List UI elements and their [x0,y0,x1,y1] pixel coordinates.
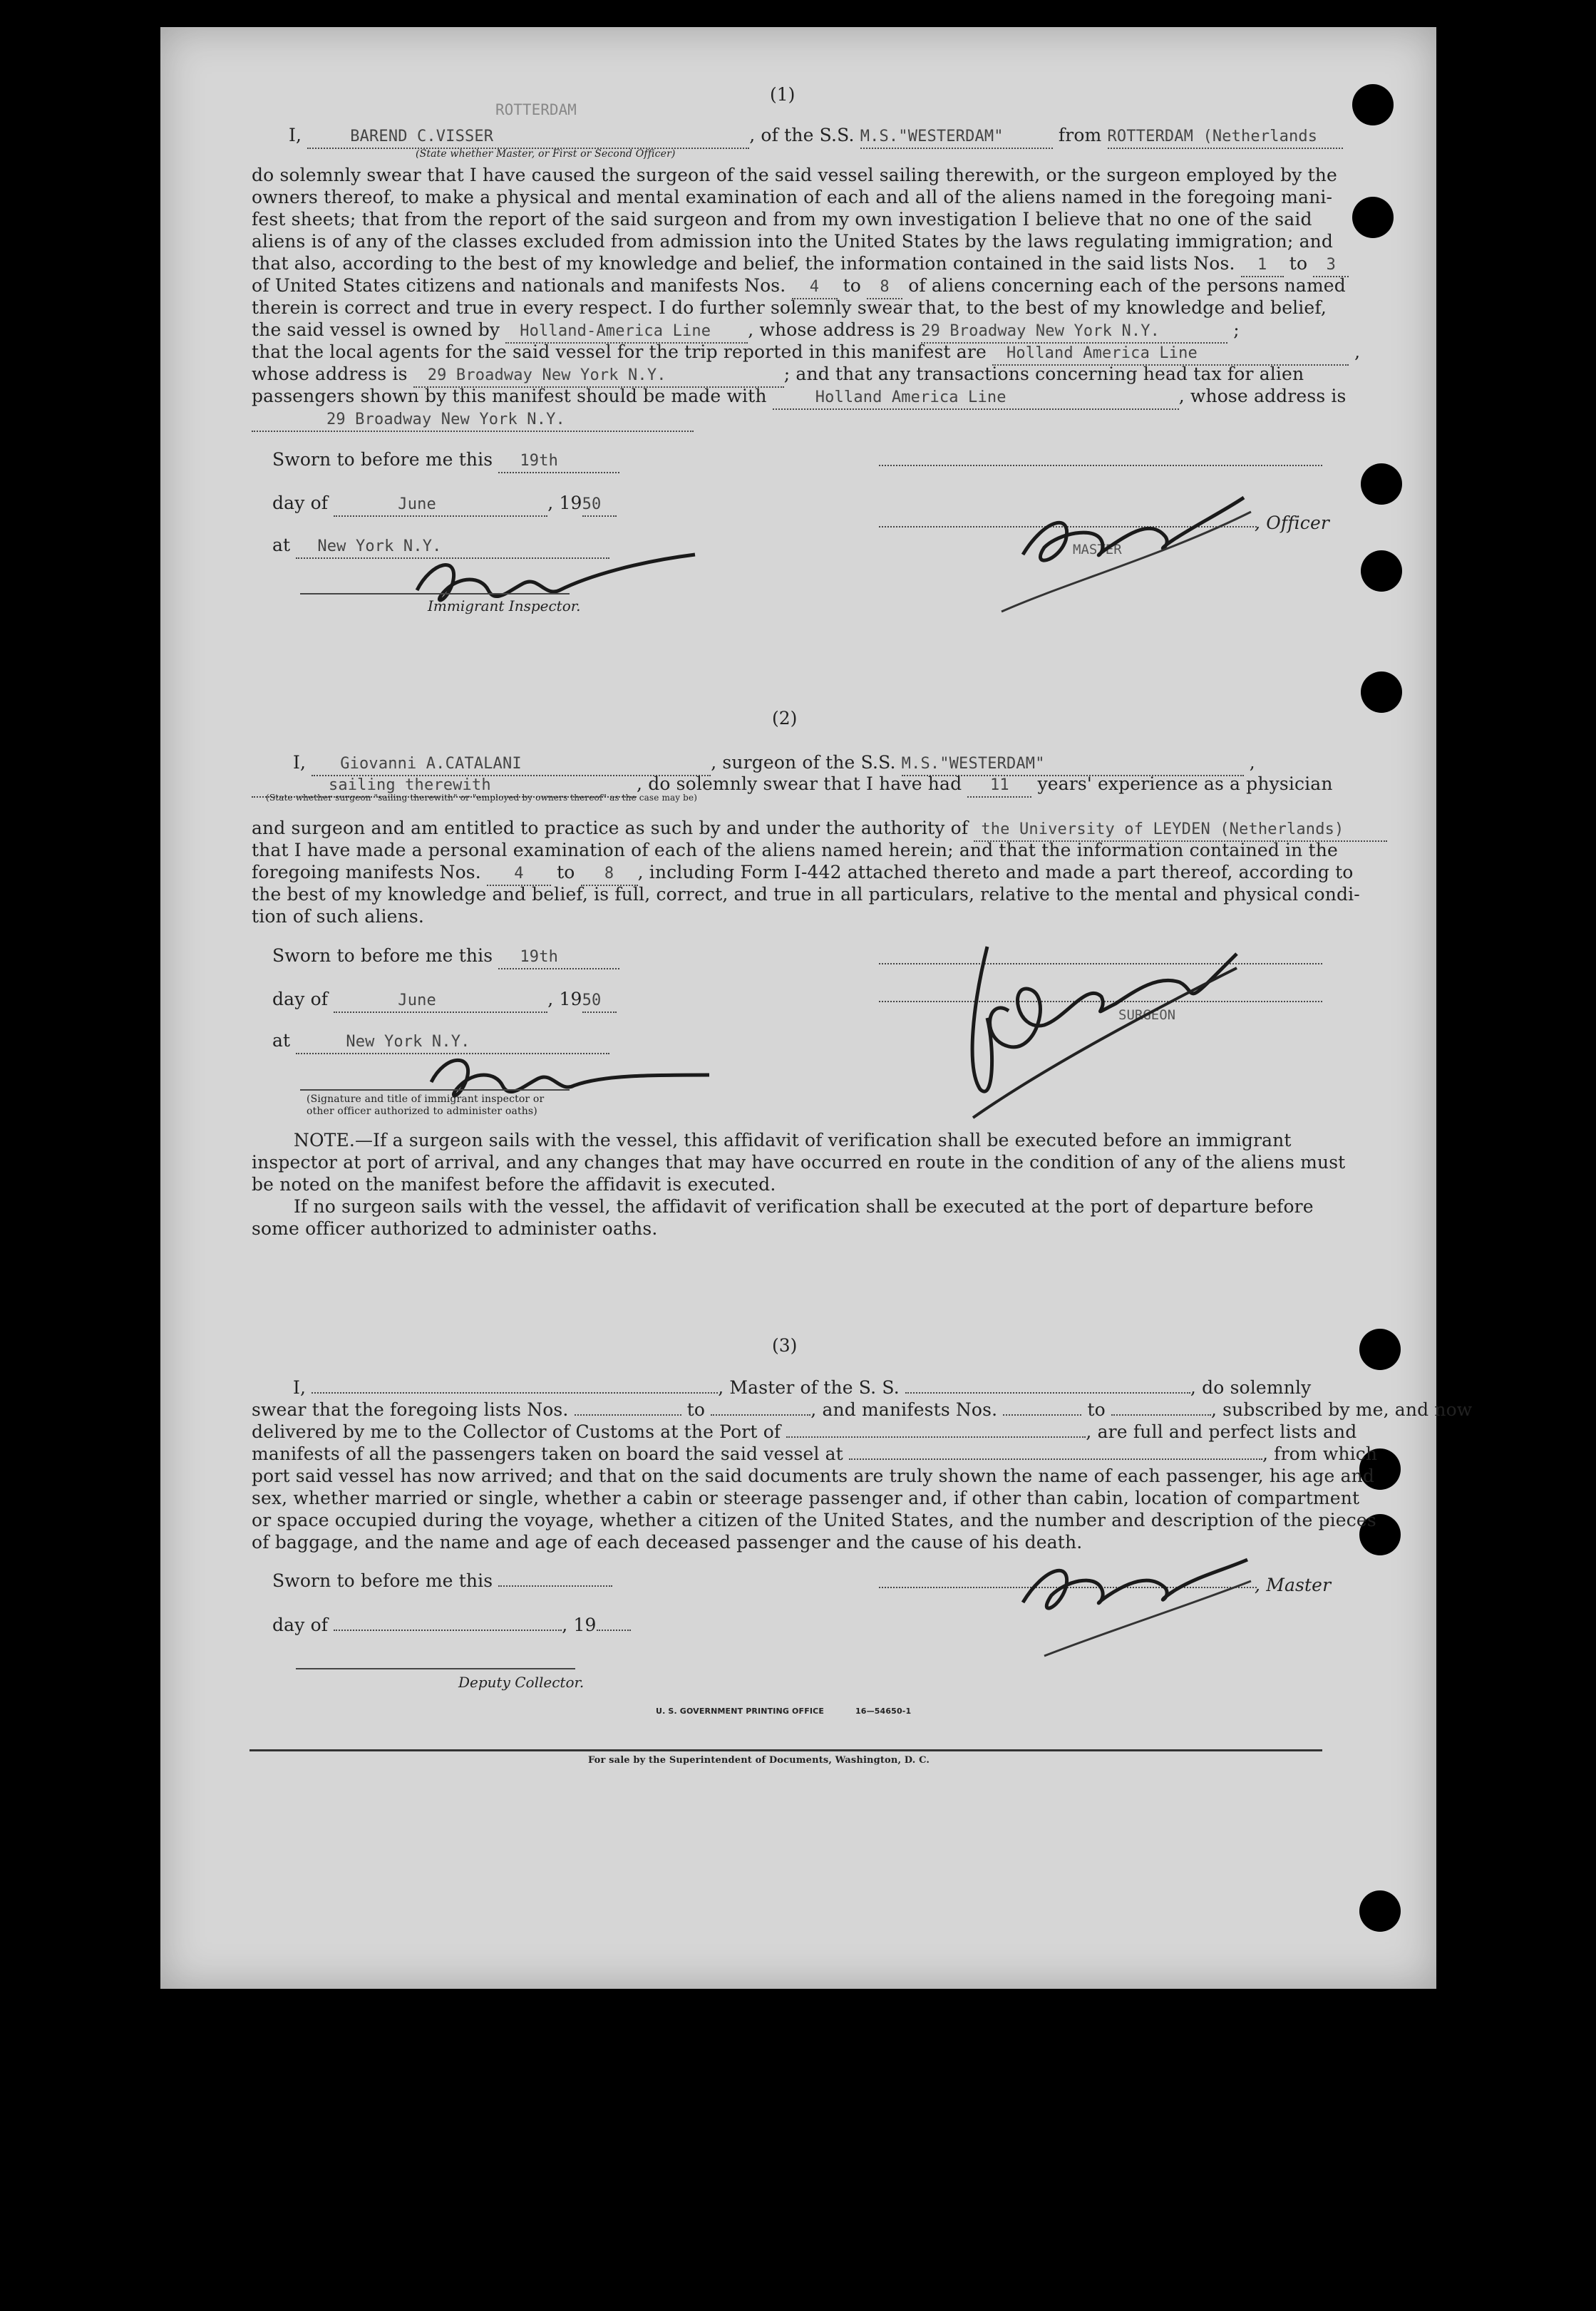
agents-address: 29 Broadway New York N.Y. [427,366,666,384]
subscribed-label: , subscribed by me, and now [1210,1399,1473,1420]
s1-text-line [252,407,694,432]
sworn-day: 19th [520,452,558,470]
whose-address-label: , whose address is [1178,386,1347,406]
surgeon-signature [944,904,1244,1132]
i-label: I, [289,125,302,145]
master-label: , Master [1255,1575,1332,1595]
sworn-day: 19th [520,948,558,966]
note-line: be noted on the manifest before the affidavit is executed. [252,1174,776,1195]
s2-day-of [272,988,617,1013]
vessel-prefix: S.S. [819,125,855,145]
s1-text-line [252,385,1347,410]
from-port: ROTTERDAM (Netherlands [1107,128,1318,145]
years: 11 [989,776,1009,794]
port-stamp: ROTTERDAM [495,101,577,118]
s1-text-line [252,252,1349,277]
month: June [398,495,436,513]
including-label: , including Form I-442 attached thereto and made a part thereof, according to [637,862,1354,882]
note-line: NOTE.—If a surgeon sails with the vessel, this affidavit of verification shall be executed before an immigrant [294,1130,1292,1151]
to-word: to [1289,253,1308,274]
s2-authority [252,817,1387,842]
s2-line-1: I, Giovanni A.CATALANI , surgeon of the S.S. M.S."WESTERDAM" , [293,751,1255,776]
s2-vessel: M.S."WESTERDAM" [901,755,1045,773]
from-label: from [1058,125,1102,145]
passengers-label: passengers shown by this manifest should be made with [252,386,767,406]
aliens-text: of aliens concerning each of the persons named [908,275,1346,296]
day-of-label: day of [272,1615,329,1635]
section-1-number: (1) [770,84,796,105]
agents-label: that the local agents for the said vessel for the trip reported in this manifest are [252,341,987,362]
at-label: at [272,535,291,555]
lists-from: 1 [1257,256,1267,274]
s1-text-line: the said vessel is owned by Holland-America Line , whose address is 29 Broadway New York N.Y. ; [252,319,1240,344]
gpo-label: U. S. GOVERNMENT PRINTING OFFICE [656,1707,825,1716]
s2-text-line: tion of such aliens. [252,906,424,927]
s1-text-line: that the local agents for the said vessel for the trip reported in this manifest are Holland America Line , [252,341,1360,366]
lists-text: that also, according to the best of my knowledge and belief, the information contained in the said lists Nos. [252,253,1235,274]
manifests-to: 8 [880,278,890,296]
authority-label: and surgeon and am entitled to practice as such by and under the authority of [252,818,969,838]
note-line: inspector at port of arrival, and any changes that may have occurred en route in the condition of any of the aliens must [252,1152,1346,1173]
agents: Holland America Line [1006,344,1198,362]
port-label: delivered by me to the Collector of Customs at the Port of [252,1421,781,1442]
owner-address: 29 Broadway New York N.Y. [921,322,1160,340]
sailing-status: sailing therewith [329,776,491,794]
sig-caption-2: other officer authorized to administer oaths) [307,1106,537,1117]
state-caption: (State whether surgeon "sailing therewith" or "employed by owners thereof" as the case may be) [266,793,698,803]
s1-day-of [272,492,617,517]
sworn-label: Sworn to before me this [272,1570,493,1591]
title-caption: (State whether Master, or First or Second Officer) [416,148,676,160]
punch-hole [1361,671,1402,713]
s1-text-line: owners thereof, to make a physical and mental examination of each and all of the aliens named in the foregoing mani- [252,187,1333,207]
at-label: at [272,1030,291,1051]
s1-text-line [252,274,1346,299]
master-signature-2 [1002,1538,1258,1667]
citizens-text: of United States citizens and nationals and manifests Nos. [252,275,786,296]
s3-line-2 [252,1399,1472,1421]
owner: Holland-America Line [520,322,711,340]
manifests-label: , and manifests Nos. [810,1399,998,1420]
head-tax-party: Holland America Line [815,388,1006,406]
experience-label: years' experience as a physician [1037,773,1333,794]
master-name: BAREND C.VISSER [350,128,494,145]
manifests-from: 4 [514,865,524,882]
from-which-label: , from which [1262,1443,1378,1464]
place: New York N.Y. [346,1033,470,1051]
i-label: I, [293,1377,307,1398]
manifests-to: 8 [604,865,614,882]
taken-on-board-label: manifests of all the passengers taken on board the said vessel at [252,1443,843,1464]
inspector-caption: Immigrant Inspector. [428,597,581,614]
punch-hole [1361,463,1402,505]
place: New York N.Y. [317,537,442,555]
head-tax-address: 29 Broadway New York N.Y. [326,411,565,428]
s3-text-line: sex, whether married or single, whether a cabin or steerage passenger and, if other than cabin, location of compartment [252,1488,1360,1508]
s3-line-3 [252,1421,1356,1443]
inspector-signature-line [300,593,570,595]
day-of-label: day of [272,493,329,513]
sworn-label: Sworn to before me this [272,945,493,966]
whose-address-label: whose address is [252,364,408,384]
head-tax-label: ; and that any transactions concerning head tax for alien [783,364,1304,384]
sig-caption-1: (Signature and title of immigrant inspector or [307,1093,545,1105]
owner-address-label: , whose address is [748,319,916,340]
s1-text-line: therein is correct and true in every respect. I do further solemnly swear that, to the best of my knowledge and belief, [252,297,1327,318]
section-3-number: (3) [772,1335,798,1356]
day-of-label: day of [272,989,329,1009]
s1-sworn [272,448,619,473]
sworn-label: Sworn to before me this [272,449,493,470]
s3-day-of [272,1614,631,1636]
officer-signature-line-top [879,465,1322,466]
to-word: to [557,862,575,882]
s3-line-1 [293,1376,1311,1399]
swear-label: , do solemnly swear that I have had [637,773,962,794]
punch-hole [1361,550,1402,592]
full-perfect-label: , are full and perfect lists and [1086,1421,1357,1442]
authority: the University of LEYDEN (Netherlands) [981,820,1344,838]
s3-text-line: of baggage, and the name and age of each deceased passenger and the cause of his death. [252,1532,1083,1553]
punch-hole [1359,1329,1401,1370]
s2-sworn [272,945,619,969]
for-sale-note: For sale by the Superintendent of Documents, Washington, D. C. [588,1755,930,1766]
lists-to: 3 [1326,256,1336,274]
surgeon-of-label: , surgeon of the S.S. [711,752,896,773]
s3-text-line: port said vessel has now arrived; and that on the said documents are truly shown the name of each passenger, his age and [252,1466,1375,1486]
surgeon-name: Giovanni A.CATALANI [340,755,522,773]
s2-text-line: that I have made a personal examination of each of the aliens named herein; and that the information contained in the [252,840,1338,860]
manifests-from: 4 [809,278,820,296]
deputy-collector-line [296,1668,575,1669]
form-number: 16—54650-1 [855,1707,912,1716]
manifest-page [160,27,1473,1989]
surgeon-stamp: SURGEON [1118,1007,1176,1023]
punch-hole [1359,1890,1401,1932]
vessel-name: M.S."WESTERDAM" [860,128,1004,145]
s1-text-line: aliens is of any of the classes excluded from admission into the United States by the laws regulating immigration; and [252,231,1334,252]
master-stamp: MASTER [1073,542,1122,557]
year-prefix: , 19 [562,1615,597,1635]
to-word: to [843,275,862,296]
to-word: to [686,1399,706,1420]
gpo-imprint [656,1707,911,1716]
s2-text-line [252,861,1353,886]
year: 50 [582,992,602,1009]
punch-hole [1352,84,1394,125]
year-prefix: , 19 [547,493,582,513]
deputy-collector-caption: Deputy Collector. [458,1674,585,1691]
master-of-label: , Master of the S. S. [718,1377,900,1398]
section-2-number: (2) [772,708,798,729]
master-signature [937,469,1265,640]
s3-line-4 [252,1443,1377,1465]
s1-text-line [252,363,1304,388]
lists-label: swear that the foregoing lists Nos. [252,1399,569,1420]
inspector-signature-line-2 [300,1089,570,1091]
do-solemnly-label: , do solemnly [1190,1377,1312,1398]
s3-text-line: or space occupied during the voyage, whether a citizen of the United States, and the number and description of the pieces [252,1510,1376,1530]
officer-label: , Officer [1255,513,1329,533]
footer-rule [249,1749,1322,1751]
of-the-label: , of the [749,125,814,145]
owned-label: the said vessel is owned by [252,319,500,340]
to-word: to [1087,1399,1106,1420]
year: 50 [582,495,602,513]
i-label: I, [293,752,307,773]
foregoing-label: foregoing manifests Nos. [252,862,481,882]
punch-hole [1352,197,1394,238]
s1-text-line: fest sheets; that from the report of the said surgeon and from my own investigation I believe that no one of the said [252,209,1312,230]
note-line: If no surgeon sails with the vessel, the affidavit of verification shall be executed at the port of departure before [294,1196,1314,1217]
note-line: some officer authorized to administer oaths. [252,1218,658,1239]
month: June [398,992,436,1009]
year-prefix: , 19 [547,989,582,1009]
s1-text-line: do solemnly swear that I have caused the surgeon of the said vessel sailing therewith, or the surgeon employed by the [252,165,1337,185]
s2-text-line: the best of my knowledge and belief, is full, correct, and true in all particulars, relative to the mental and physical condi- [252,884,1360,905]
s3-sworn [272,1570,612,1592]
